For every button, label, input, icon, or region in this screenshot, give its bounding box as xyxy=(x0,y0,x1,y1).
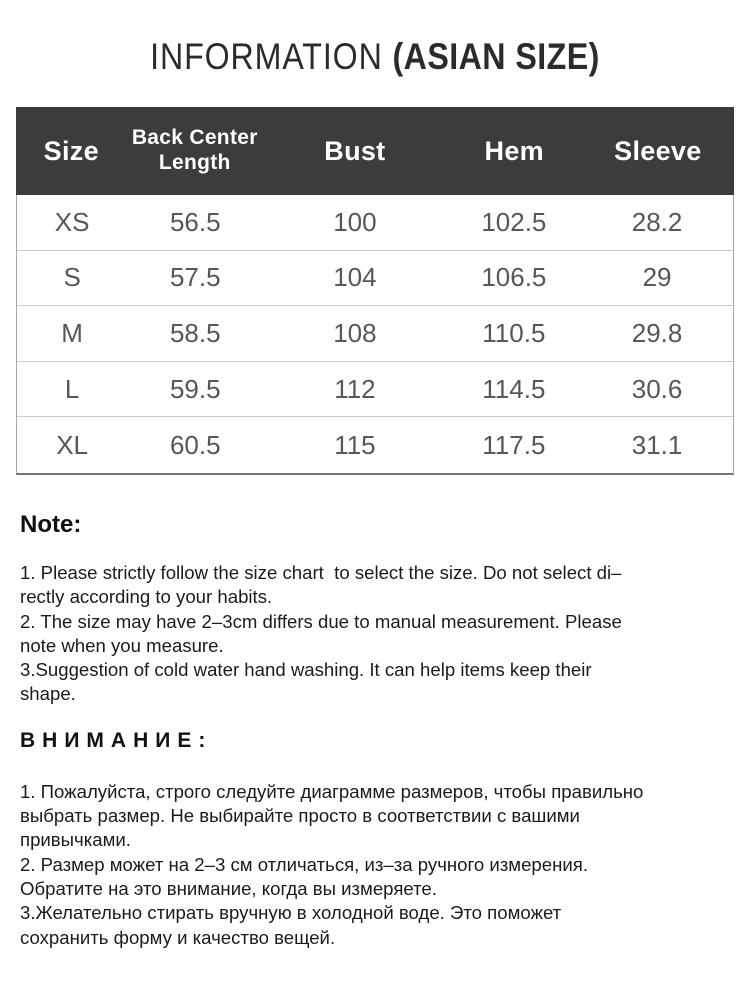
header-cell-size: Size xyxy=(43,135,99,166)
title-regular: INFORMATION xyxy=(150,36,393,77)
header-cell-sleeve: Sleeve xyxy=(614,135,702,166)
size-chart-header xyxy=(16,107,734,195)
table-row-xl xyxy=(17,417,733,473)
attention-line: 2. Размер может на 2–3 см отличаться, из–за ручного измерения. xyxy=(20,853,589,875)
title-bold: (ASIAN SIZE) xyxy=(392,36,600,77)
table-row-l xyxy=(17,362,733,418)
header-cell-hem: Hem xyxy=(484,135,544,166)
header-back-center-length-label: Back Center Length xyxy=(131,126,258,174)
note-heading: Note: xyxy=(20,510,82,538)
size-cell: L xyxy=(64,373,80,404)
measurement-cell: 29.8 xyxy=(631,317,683,348)
page-title xyxy=(49,0,702,78)
measurement-cell: 100 xyxy=(333,206,377,237)
measurement-cell: 30.6 xyxy=(631,373,683,404)
note-line: 3.Suggestion of cold water hand washing. It can help items keep their xyxy=(20,659,592,681)
note-text xyxy=(20,561,730,707)
measurement-cell: 57.5 xyxy=(169,262,221,293)
attention-line: выбрать размер. Не выбирайте просто в соответствии с вашими xyxy=(20,805,580,827)
size-chart-body xyxy=(16,195,734,475)
notes-section xyxy=(20,511,730,950)
attention-line: Обратите на это внимание, когда вы измеряете. xyxy=(20,877,437,899)
measurement-cell: 59.5 xyxy=(169,373,221,404)
measurement-cell: 58.5 xyxy=(169,317,221,348)
attention-line: 3.Желательно стирать вручную в холодной воде. Это поможет xyxy=(20,902,562,924)
measurement-cell: 115 xyxy=(334,429,376,460)
attention-heading: ВНИМАНИЕ: xyxy=(20,728,213,752)
size-cell: XL xyxy=(56,429,89,460)
size-cell: S xyxy=(63,262,81,293)
measurement-cell: 102.5 xyxy=(481,206,547,237)
measurement-cell: 117.5 xyxy=(482,429,546,460)
note-line: 2. The size may have 2–3cm differs due to manual measurement. Please xyxy=(20,610,622,632)
attention-line: 1. Пожалуйста, строго следуйте диаграмме размеров, чтобы правильно xyxy=(20,780,644,802)
measurement-cell: 106.5 xyxy=(481,262,547,293)
attention-line: привычками. xyxy=(20,829,131,851)
table-row-s xyxy=(17,251,733,307)
size-chart-table xyxy=(16,107,734,475)
size-cell: M xyxy=(61,317,83,348)
measurement-cell: 114.5 xyxy=(482,373,546,404)
measurement-cell: 60.5 xyxy=(169,429,221,460)
header-cell-back-center-length xyxy=(127,126,263,175)
attention-text xyxy=(20,780,730,950)
measurement-cell: 110.5 xyxy=(482,317,546,348)
note-line: rectly according to your habits. xyxy=(20,586,273,608)
measurement-cell: 28.2 xyxy=(631,206,683,237)
note-line: shape. xyxy=(20,683,76,705)
table-row-xs xyxy=(17,195,733,251)
measurement-cell: 104 xyxy=(333,262,377,293)
measurement-cell: 56.5 xyxy=(169,206,221,237)
table-row-m xyxy=(17,306,733,362)
measurement-cell: 31.1 xyxy=(631,429,683,460)
attention-line: сохранить форму и качество вещей. xyxy=(20,926,336,948)
header-cell-bust: Bust xyxy=(324,135,386,166)
measurement-cell: 108 xyxy=(333,317,377,348)
measurement-cell: 29 xyxy=(642,262,672,293)
note-line: 1. Please strictly follow the size chart to select the size. Do not select di– xyxy=(20,561,622,583)
note-line: note when you measure. xyxy=(20,634,224,656)
size-cell: XS xyxy=(54,206,90,237)
measurement-cell: 112 xyxy=(334,373,376,404)
